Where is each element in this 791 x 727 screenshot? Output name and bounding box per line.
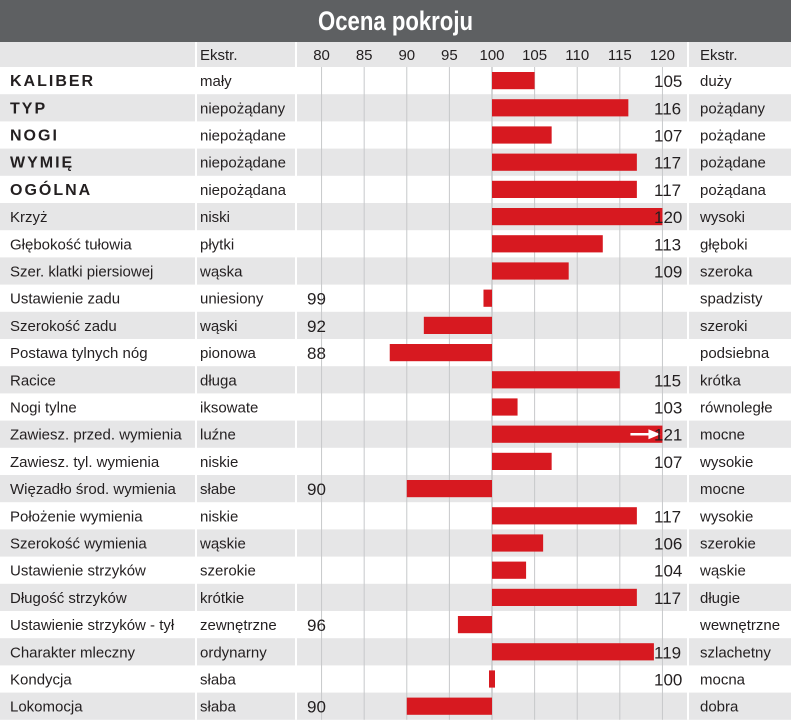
extreme-left-label: iksowate — [200, 399, 259, 417]
value-label: 99 — [307, 289, 326, 309]
trait-label: Nogi tylne — [10, 399, 77, 417]
bar — [489, 670, 495, 687]
extreme-left-label: niskie — [200, 508, 239, 526]
extreme-right-label: wysoki — [700, 209, 746, 227]
x-tick-label: 105 — [522, 47, 548, 64]
trait-label: Szerokość wymienia — [10, 535, 147, 553]
value-label: 113 — [654, 235, 682, 255]
extreme-left-label: krótkie — [200, 589, 245, 607]
value-label: 117 — [654, 507, 682, 527]
value-label: 117 — [654, 180, 682, 200]
title-bar — [0, 0, 791, 42]
value-label: 120 — [654, 208, 683, 228]
bar — [407, 698, 492, 715]
extreme-right-label: długie — [700, 589, 741, 607]
value-label: 106 — [654, 534, 683, 554]
extreme-right-label: szeroka — [700, 263, 753, 281]
extreme-left-label: pionowa — [200, 345, 256, 363]
trait-label: Postawa tylnych nóg — [10, 345, 148, 363]
extreme-left-label: niski — [200, 209, 231, 227]
extreme-left-label: szerokie — [200, 562, 256, 580]
bar — [407, 480, 492, 497]
extreme-left-label: wąski — [200, 317, 238, 335]
trait-label: Zawiesz. tyl. wymienia — [10, 453, 160, 471]
value-label: 90 — [307, 697, 326, 717]
header-extreme-left: Ekstr. — [200, 47, 238, 64]
value-label: 115 — [654, 371, 682, 391]
bar — [492, 154, 637, 171]
bar — [492, 208, 662, 225]
x-tick-label: 80 — [313, 47, 330, 64]
extreme-right-label: szlachetny — [700, 644, 771, 662]
value-label: 117 — [654, 588, 682, 608]
extreme-left-label: niepożądany — [200, 100, 286, 118]
trait-label: Więzadło środ. wymienia — [10, 481, 176, 499]
bar — [492, 99, 628, 116]
extreme-right-label: mocna — [700, 671, 746, 689]
bar — [424, 317, 492, 334]
bar — [492, 453, 552, 470]
extreme-right-label: mocne — [700, 426, 746, 444]
x-tick-label: 100 — [479, 47, 505, 64]
trait-label: Szerokość zadu — [10, 317, 117, 335]
x-tick-label: 90 — [398, 47, 416, 64]
trait-chart — [0, 42, 791, 727]
value-label: 105 — [654, 72, 683, 92]
value-label: 92 — [307, 316, 326, 336]
trait-label: NOGI — [10, 127, 59, 145]
extreme-left-label: wąska — [200, 263, 243, 281]
value-label: 103 — [654, 398, 683, 418]
x-tick-label: 85 — [355, 47, 373, 64]
extreme-left-label: zewnętrzne — [200, 617, 277, 635]
extreme-left-label: słabe — [200, 481, 236, 499]
extreme-left-label: luźne — [200, 426, 236, 444]
trait-label: Krzyż — [10, 209, 48, 227]
extreme-left-label: ordynarny — [200, 644, 267, 662]
bar — [492, 562, 526, 579]
extreme-right-label: pożądane — [700, 127, 766, 145]
bar — [492, 589, 637, 606]
extreme-right-label: mocne — [700, 481, 746, 499]
trait-label: KALIBER — [10, 73, 96, 91]
extreme-right-label: szeroki — [700, 317, 748, 335]
extreme-left-label: słaba — [200, 698, 236, 716]
x-tick-label: 120 — [649, 47, 675, 64]
x-tick-label: 115 — [607, 47, 632, 64]
value-label: 104 — [654, 561, 683, 581]
trait-label: Długość strzyków — [10, 589, 127, 607]
extreme-right-label: podsiebna — [700, 345, 770, 363]
extreme-right-label: krótka — [700, 372, 741, 390]
header-extreme-right: Ekstr. — [700, 47, 738, 64]
extreme-right-label: wysokie — [700, 508, 754, 526]
extreme-left-label: niepożądane — [200, 127, 286, 145]
value-label: 119 — [654, 643, 682, 663]
value-label: 116 — [654, 99, 682, 119]
value-label: 121 — [654, 425, 683, 445]
value-label: 90 — [307, 480, 326, 500]
trait-label: Szer. klatki piersiowej — [10, 263, 154, 281]
row-shade — [0, 693, 791, 720]
extreme-right-label: szerokie — [700, 535, 756, 553]
extreme-right-label: dobra — [700, 698, 739, 716]
row-shade — [0, 312, 791, 339]
trait-label: Lokomocja — [10, 698, 83, 716]
value-label: 100 — [654, 670, 683, 690]
trait-label: Głębokość tułowia — [10, 236, 132, 254]
bar — [492, 643, 654, 660]
value-label: 96 — [307, 616, 326, 636]
bar — [492, 126, 552, 143]
extreme-left-label: mały — [200, 73, 232, 91]
value-label: 107 — [654, 126, 683, 146]
trait-label: Ustawienie zadu — [10, 290, 121, 308]
extreme-left-label: słaba — [200, 671, 236, 689]
x-tick-label: 95 — [441, 47, 458, 64]
bar — [492, 262, 569, 279]
trait-label: Charakter mleczny — [10, 644, 136, 662]
trait-label: OGÓLNA — [10, 181, 93, 199]
value-label: 107 — [654, 452, 683, 472]
extreme-left-label: długa — [200, 372, 237, 390]
trait-label: WYMIĘ — [10, 154, 75, 172]
extreme-right-label: spadzisty — [700, 290, 763, 308]
bar — [458, 616, 492, 633]
bar — [492, 72, 535, 89]
extreme-right-label: równoległe — [700, 399, 773, 417]
bar — [492, 398, 518, 415]
bar — [492, 181, 637, 198]
extreme-left-label: wąskie — [200, 535, 246, 553]
extreme-left-label: niepożądana — [200, 181, 286, 199]
extreme-left-label: płytki — [200, 236, 235, 254]
extreme-right-label: pożądana — [700, 181, 766, 199]
extreme-left-label: niepożądane — [200, 154, 286, 172]
value-label: 117 — [654, 153, 682, 173]
bar — [483, 290, 492, 307]
extreme-right-label: duży — [700, 73, 732, 91]
trait-label: Położenie wymienia — [10, 508, 143, 526]
bar — [492, 534, 543, 551]
trait-label: TYP — [10, 100, 48, 118]
value-label: 88 — [307, 344, 326, 364]
value-label: 109 — [654, 262, 683, 282]
bar — [492, 507, 637, 524]
extreme-left-label: niskie — [200, 453, 239, 471]
trait-label: Ustawienie strzyków — [10, 562, 146, 580]
chart-title: Ocena pokroju — [317, 6, 474, 36]
trait-label: Zawiesz. przed. wymienia — [10, 426, 182, 444]
extreme-right-label: wąskie — [700, 562, 746, 580]
bar — [492, 371, 620, 388]
x-tick-labels — [313, 47, 675, 64]
x-tick-label: 110 — [565, 47, 590, 64]
extreme-right-label: pożądany — [700, 100, 766, 118]
extreme-right-label: wewnętrzne — [700, 617, 781, 635]
trait-label: Kondycja — [10, 671, 72, 689]
bar — [492, 235, 603, 252]
extreme-left-label: uniesiony — [200, 290, 264, 308]
extreme-right-label: głęboki — [700, 236, 748, 254]
extreme-right-label: wysokie — [700, 453, 754, 471]
trait-label: Racice — [10, 372, 56, 390]
bar — [390, 344, 492, 361]
trait-label: Ustawienie strzyków - tył — [10, 617, 175, 635]
extreme-right-label: pożądane — [700, 154, 766, 172]
